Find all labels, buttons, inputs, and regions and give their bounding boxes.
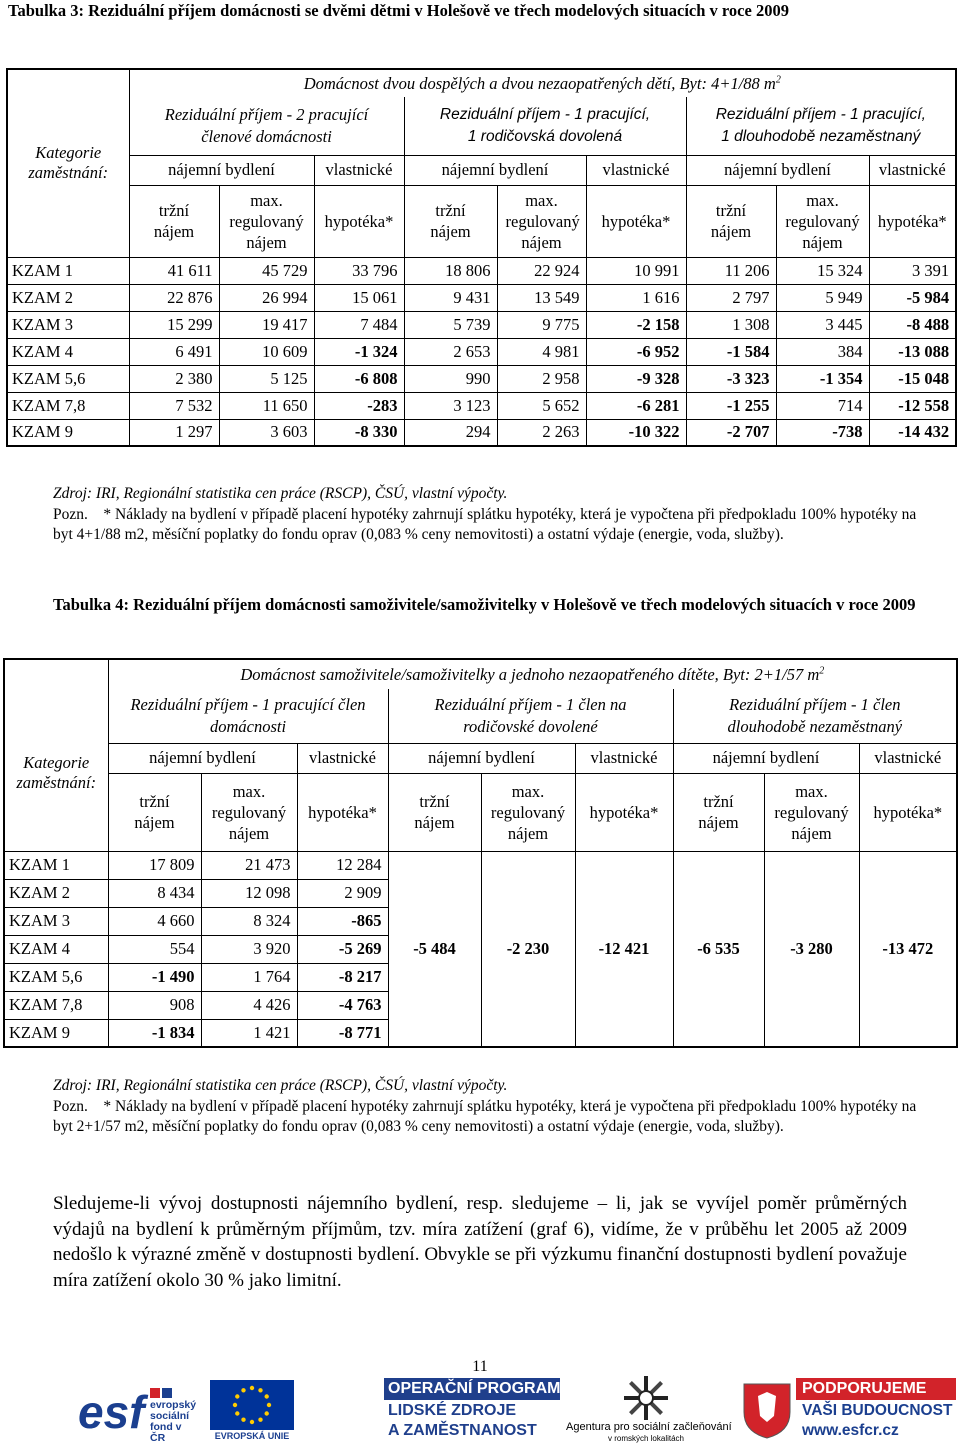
sub-najemni: nájemní bydlení [388, 743, 575, 773]
table-cell: 12 098 [201, 879, 297, 907]
category-header [4, 659, 108, 851]
table-cell: 15 324 [776, 257, 869, 284]
esfcz-line2: VAŠI BUDOUCNOST [802, 1402, 953, 1419]
group3-line2: 1 dlouhodobě nezaměstnaný [721, 127, 921, 145]
table-cell: -8 488 [869, 311, 956, 338]
table-cell: 4 426 [201, 991, 297, 1019]
table-cell: 1 764 [201, 963, 297, 991]
agency-line2: v romských lokalitách [607, 1434, 685, 1443]
sub-vlastnicke: vlastnické [859, 743, 957, 773]
eu-star-icon [267, 1403, 271, 1407]
table-cell: 4 660 [108, 907, 201, 935]
table-cell: 1 616 [586, 284, 686, 311]
group3-line1: Reziduální příjem - 1 pracující, [715, 105, 926, 123]
table-cell: -865 [297, 907, 388, 935]
table-row [4, 851, 957, 879]
row-label: KZAM 1 [7, 257, 129, 284]
table-cell: -5 984 [869, 284, 956, 311]
col-header-max [481, 773, 575, 851]
col-header-max [497, 185, 586, 257]
row-label: KZAM 4 [4, 935, 108, 963]
eu-flag-icon [210, 1380, 294, 1430]
table-cell: -8 330 [314, 419, 404, 446]
group3-header [673, 689, 957, 743]
eu-star-icon [250, 1386, 254, 1390]
group1-line2: členové domácnosti [201, 126, 332, 146]
sub-vlastnicke: vlastnické [586, 155, 686, 185]
col-header-hypo [586, 185, 686, 257]
table-cell: 3 391 [869, 257, 956, 284]
table-cell: 15 061 [314, 284, 404, 311]
table-cell: 11 650 [219, 392, 314, 419]
merged-value-cell: -5 484 [388, 851, 481, 1047]
col-header-trzni-label: tržní nájem [430, 201, 471, 241]
table-cell: 10 609 [219, 338, 314, 365]
household-header [129, 69, 956, 97]
eu-label: EVROPSKÁ UNIE [214, 1431, 290, 1441]
table-cell: 18 806 [404, 257, 497, 284]
footer-logos [0, 1370, 960, 1447]
table-cell: 554 [108, 935, 201, 963]
table-cell: 2 909 [297, 879, 388, 907]
table-row [7, 365, 956, 392]
table-cell: 384 [776, 338, 869, 365]
col-header-trzni-label: tržní nájem [698, 792, 739, 832]
eu-star-icon [233, 1403, 237, 1407]
table-cell: 5 125 [219, 365, 314, 392]
group2-line2: 1 rodičovská dovolená [467, 127, 623, 145]
row-label: KZAM 5,6 [4, 963, 108, 991]
col-header-hypo-label: hypotéka* [589, 802, 659, 822]
table4-notes [53, 1076, 933, 1138]
row-label: KZAM 2 [7, 284, 129, 311]
group1-line1: Reziduální příjem - 1 pracující člen [130, 694, 366, 714]
col-header-hypo [314, 185, 404, 257]
table-cell: 19 417 [219, 311, 314, 338]
table-cell: 10 991 [586, 257, 686, 284]
table4-note: * Náklady na bydlení v případě placení hypotéky zahrnují splátku hypotéky, která je vypočtena při předpokladu 100% hypotéky na byt 2+1/57 m2, měsíční poplatky do fondu oprav (0,083 % ceny nemovitosti) a ostatní výdaje (energie, voda, služby). [53, 1097, 917, 1135]
household-label: Domácnost samoživitele/samoživitelky a jednoho nezaopatřeného dítěte, Byt: 2+1/57 m [240, 664, 820, 684]
table-cell: 2 380 [129, 365, 219, 392]
table-cell: -8 217 [297, 963, 388, 991]
table-cell: 12 284 [297, 851, 388, 879]
coat-of-arms-icon [742, 1382, 792, 1440]
eu-star-icon [241, 1388, 245, 1392]
table-cell: 8 434 [108, 879, 201, 907]
category-label: Kategorie zaměstnání: [16, 752, 97, 792]
esf-line1: evropský [150, 1399, 197, 1411]
page-number: 11 [472, 1358, 488, 1375]
table3 [6, 68, 957, 447]
row-label: KZAM 4 [7, 338, 129, 365]
col-header-max-label: max. regulovaný nájem [211, 781, 287, 843]
col-header-hypo-label: hypotéka* [877, 211, 947, 231]
group2-line1: Reziduální příjem - 1 pracující, [439, 105, 651, 123]
table-cell: 41 611 [129, 257, 219, 284]
col-header-hypo [575, 773, 673, 851]
table3-notes [53, 484, 933, 546]
table3-note-label: Pozn. [53, 505, 88, 523]
table-cell: -8 771 [297, 1019, 388, 1047]
table-cell: -4 763 [297, 991, 388, 1019]
table-cell: 8 324 [201, 907, 297, 935]
household-sup: 2 [775, 74, 781, 85]
eu-logo [210, 1380, 294, 1442]
eu-star-icon [258, 1388, 262, 1392]
table-cell: 908 [108, 991, 201, 1019]
category-label: Kategorie zaměstnání: [28, 143, 109, 183]
table-cell: 22 876 [129, 284, 219, 311]
col-header-trzni-label: tržní nájem [414, 792, 455, 832]
row-label: KZAM 5,6 [7, 365, 129, 392]
sub-vlastnicke: vlastnické [869, 155, 956, 185]
group3-header [686, 97, 956, 155]
table-cell: -1 255 [686, 392, 776, 419]
row-label: KZAM 7,8 [7, 392, 129, 419]
merged-value-cell: -6 535 [673, 851, 764, 1047]
table-cell: 17 809 [108, 851, 201, 879]
esfcr-logo [796, 1378, 956, 1444]
category-header [7, 69, 129, 257]
group1-header [108, 689, 388, 743]
table-cell: 714 [776, 392, 869, 419]
table-cell: 2 958 [497, 365, 586, 392]
table-cell: 1 308 [686, 311, 776, 338]
esfcz-line1: PODPORUJEME [802, 1380, 927, 1397]
table-cell: 6 491 [129, 338, 219, 365]
svg-text:esf: esf [78, 1386, 145, 1438]
sub-vlastnicke: vlastnické [314, 155, 404, 185]
table-row [7, 284, 956, 311]
group1-line1: Reziduální příjem - 2 pracující [164, 104, 369, 124]
esfcz-line3: www.esfcr.cz [802, 1422, 899, 1439]
sub-vlastnicke: vlastnické [575, 743, 673, 773]
table-cell: -2 707 [686, 419, 776, 446]
col-header-max [219, 185, 314, 257]
col-header-max [776, 185, 869, 257]
table-cell: 33 796 [314, 257, 404, 284]
table-cell: 15 299 [129, 311, 219, 338]
table-cell: -1 490 [108, 963, 201, 991]
czech-coat-of-arms [742, 1382, 792, 1440]
table-cell: 2 263 [497, 419, 586, 446]
col-header-trzni [388, 773, 481, 851]
table-cell: 3 920 [201, 935, 297, 963]
table-cell: 21 473 [201, 851, 297, 879]
col-header-trzni-label: tržní nájem [710, 201, 752, 241]
row-label: KZAM 7,8 [4, 991, 108, 1019]
esf-line2: sociální [150, 1410, 190, 1422]
col-header-hypo [869, 185, 956, 257]
table-cell: -9 328 [586, 365, 686, 392]
body-paragraph: Sledujeme-li vývoj dostupnosti nájemního bydlení, resp. sledujeme – li, jak se vyvíjel poměr průměrných výdajů na bydlení k průměrným příjmům, tzv. míra zatížení (graf 6), vidíme, že v průběhu let 2005 až 2009 nedošlo k výrazné změně v dostupnosti bydlení. Obvykle se při výzkumu finanční dostupnosti bydlení považuje míra zatížení okolo 30 % jako limitní. [53, 1193, 907, 1291]
opl-line2: LIDSKÉ ZDROJE [388, 1402, 517, 1419]
table-cell: 11 206 [686, 257, 776, 284]
agency-icon [566, 1374, 726, 1420]
group2-header [388, 689, 673, 743]
group3-line2: dlouhodobě nezaměstnaný [727, 716, 903, 736]
sub-najemni: nájemní bydlení [673, 743, 859, 773]
col-header-trzni-label: tržní nájem [134, 792, 175, 832]
table-cell: 294 [404, 419, 497, 446]
table-cell: -10 322 [586, 419, 686, 446]
table-row [7, 392, 956, 419]
sub-najemni: nájemní bydlení [686, 155, 869, 185]
group1-line2: domácnosti [209, 716, 287, 736]
table-cell: 22 924 [497, 257, 586, 284]
col-header-max [764, 773, 859, 851]
agency-line1: Agentura pro sociální začleňování [566, 1421, 732, 1433]
merged-value-cell: -2 230 [481, 851, 575, 1047]
col-header-max-label: max. regulovaný nájem [785, 190, 860, 252]
table4-note-label: Pozn. [53, 1097, 88, 1115]
table-cell: -5 269 [297, 935, 388, 963]
col-header-max-label: max. regulovaný nájem [490, 781, 566, 843]
row-label: KZAM 9 [4, 1019, 108, 1047]
table4-source: Zdroj: IRI, Regionální statistika cen práce (RSCP), ČSÚ, vlastní výpočty. [53, 1077, 508, 1094]
table-cell: -283 [314, 392, 404, 419]
sub-vlastnicke: vlastnické [297, 743, 388, 773]
table-row [7, 257, 956, 284]
table-cell: -13 088 [869, 338, 956, 365]
col-header-hypo [859, 773, 957, 851]
col-header-max-label: max. regulovaný nájem [505, 190, 580, 252]
table-cell: -1 324 [314, 338, 404, 365]
opl-line1: OPERAČNÍ PROGRAM [388, 1380, 561, 1397]
table-cell: 5 652 [497, 392, 586, 419]
table3-source: Zdroj: IRI, Regionální statistika cen práce (RSCP), ČSÚ, vlastní výpočty. [53, 485, 508, 502]
eu-star-icon [250, 1420, 254, 1424]
col-header-trzni [673, 773, 764, 851]
col-header-max-label: max. regulovaný nájem [774, 781, 849, 843]
col-header-hypo-label: hypotéka* [873, 802, 943, 822]
table3-caption: Tabulka 3: Reziduální příjem domácnosti se dvěmi dětmi v Holešově ve třech modelových situacích v roce 2009 [8, 1, 789, 20]
esf-line3: fond v ČR [150, 1421, 182, 1444]
table-cell: 45 729 [219, 257, 314, 284]
table-cell: -1 834 [108, 1019, 201, 1047]
row-label: KZAM 2 [4, 879, 108, 907]
eu-star-icon [235, 1411, 239, 1415]
eu-star-icon [265, 1411, 269, 1415]
sub-najemni: nájemní bydlení [404, 155, 586, 185]
merged-value-cell: -12 421 [575, 851, 673, 1047]
table-cell: -6 281 [586, 392, 686, 419]
table-row [7, 419, 956, 446]
table-cell: -738 [776, 419, 869, 446]
group1-header [129, 97, 404, 155]
opl-line3: A ZAMĚSTNANOST [388, 1422, 537, 1439]
merged-value-cell: -3 280 [764, 851, 859, 1047]
group2-line1: Reziduální příjem - 1 člen na [434, 694, 627, 714]
row-label: KZAM 3 [4, 907, 108, 935]
household-sup: 2 [819, 665, 825, 676]
table-cell: 3 445 [776, 311, 869, 338]
eu-star-icon [258, 1418, 262, 1422]
table-cell: 9 775 [497, 311, 586, 338]
row-label: KZAM 3 [7, 311, 129, 338]
table4 [3, 658, 958, 1048]
col-header-trzni [108, 773, 201, 851]
col-header-trzni [404, 185, 497, 257]
merged-value-cell: -13 472 [859, 851, 957, 1047]
table-cell: 2 653 [404, 338, 497, 365]
agency-logo [566, 1374, 732, 1444]
esf-logo [78, 1378, 198, 1442]
table-cell: -2 158 [586, 311, 686, 338]
household-header [108, 659, 957, 689]
group2-header [404, 97, 686, 155]
group2-line2: rodičovské dovolené [463, 716, 598, 736]
sub-najemni: nájemní bydlení [129, 155, 314, 185]
table-cell: 7 532 [129, 392, 219, 419]
col-header-hypo-label: hypotéka* [324, 211, 394, 231]
eu-star-icon [235, 1394, 239, 1398]
table-cell: 3 603 [219, 419, 314, 446]
table3-note: * Náklady na bydlení v případě placení hypotéky zahrnují splátku hypotéky, která je vypočtena při předpokladu 100% hypotéky na byt 4+1/88 m2, měsíční poplatky do fondu oprav (0,083 % ceny nemovitosti) a ostatní výdaje (energie, voda, služby). [53, 505, 917, 543]
table-cell: -1 354 [776, 365, 869, 392]
table-cell: -14 432 [869, 419, 956, 446]
table-cell: -6 808 [314, 365, 404, 392]
table-row [7, 311, 956, 338]
table-cell: 3 123 [404, 392, 497, 419]
table-cell: -1 584 [686, 338, 776, 365]
row-label: KZAM 9 [7, 419, 129, 446]
table-cell: -3 323 [686, 365, 776, 392]
col-header-trzni-label: tržní nájem [153, 201, 195, 241]
table-cell: -15 048 [869, 365, 956, 392]
table-cell: 990 [404, 365, 497, 392]
col-header-hypo [297, 773, 388, 851]
table4-caption: Tabulka 4: Reziduální příjem domácnosti samoživitele/samoživitelky v Holešově ve třech modelových situacích v roce 2009 [53, 595, 916, 614]
table-row [7, 338, 956, 365]
household-label: Domácnost dvou dospělých a dvou nezaopatřených dětí, Byt: 4+1/88 m [303, 73, 776, 93]
table-cell: 26 994 [219, 284, 314, 311]
table-cell: 5 739 [404, 311, 497, 338]
col-header-trzni [129, 185, 219, 257]
table-cell: 9 431 [404, 284, 497, 311]
table-cell: -6 952 [586, 338, 686, 365]
group3-line1: Reziduální příjem - 1 člen [729, 694, 901, 714]
table-cell: 5 949 [776, 284, 869, 311]
col-header-hypo-label: hypotéka* [601, 211, 671, 231]
table-cell: -12 558 [869, 392, 956, 419]
col-header-trzni [686, 185, 776, 257]
col-header-hypo-label: hypotéka* [308, 802, 377, 822]
table-cell: 13 549 [497, 284, 586, 311]
op-lzz-logo [384, 1378, 560, 1442]
table-cell: 4 981 [497, 338, 586, 365]
table-cell: 1 297 [129, 419, 219, 446]
col-header-max-label: max. regulovaný nájem [229, 190, 304, 252]
table-cell: 7 484 [314, 311, 404, 338]
table-cell: 2 797 [686, 284, 776, 311]
table-cell: 1 421 [201, 1019, 297, 1047]
sub-najemni: nájemní bydlení [108, 743, 297, 773]
eu-star-icon [241, 1418, 245, 1422]
col-header-max [201, 773, 297, 851]
row-label: KZAM 1 [4, 851, 108, 879]
eu-star-icon [265, 1394, 269, 1398]
